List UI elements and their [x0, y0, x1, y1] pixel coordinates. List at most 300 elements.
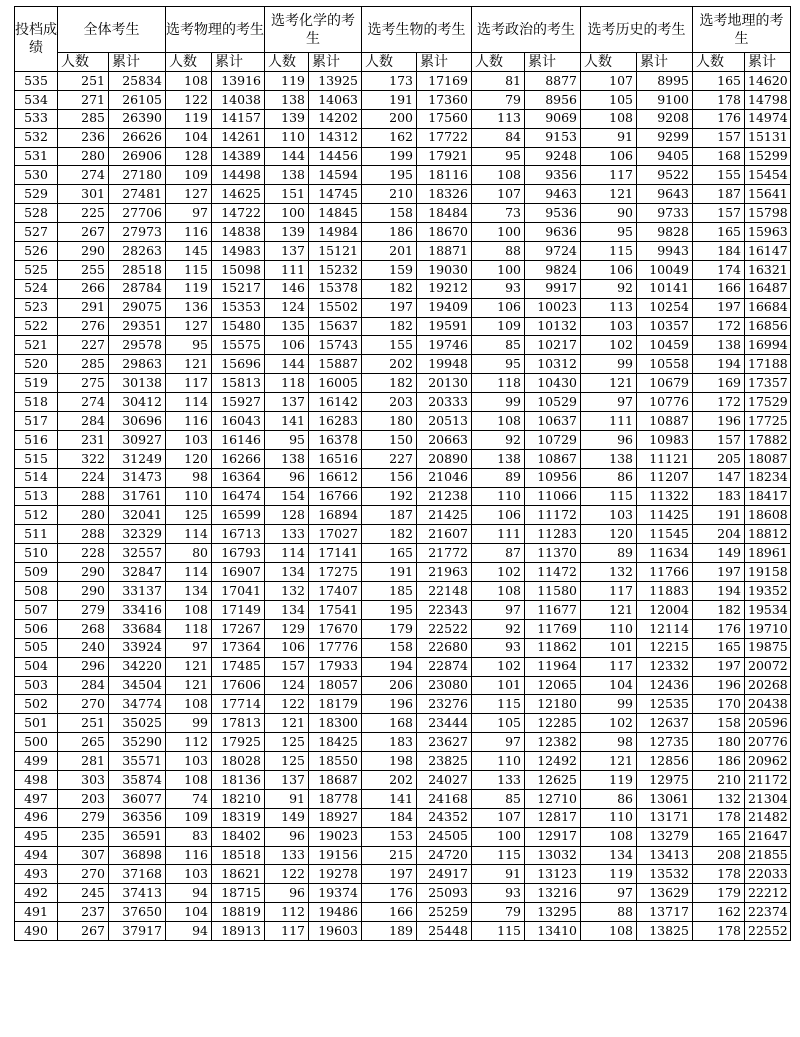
table-cell: 303: [58, 770, 109, 789]
table-cell: 173: [362, 72, 417, 91]
table-cell: 224: [58, 468, 109, 487]
table-row: [15, 128, 791, 147]
table-cell: 103: [581, 317, 637, 336]
table-cell: 110: [166, 487, 212, 506]
table-cell: 13925: [309, 72, 362, 91]
table-cell: 21647: [745, 827, 791, 846]
table-cell: 134: [265, 563, 309, 582]
table-cell: 276: [58, 317, 109, 336]
table-cell: 21772: [417, 544, 472, 563]
table-cell: 9405: [637, 147, 693, 166]
table-cell: 27180: [109, 166, 166, 185]
table-cell: 10729: [525, 430, 581, 449]
table-cell: 108: [166, 770, 212, 789]
table-cell: 196: [362, 695, 417, 714]
table-cell: 37650: [109, 903, 166, 922]
table-cell: 121: [166, 657, 212, 676]
table-row: [15, 317, 791, 336]
table-cell: 8877: [525, 72, 581, 91]
table-cell: 284: [58, 676, 109, 695]
table-cell: 183: [693, 487, 745, 506]
table-cell: 16364: [212, 468, 265, 487]
table-cell: 106: [472, 506, 525, 525]
table-cell: 16713: [212, 525, 265, 544]
table-cell: 74: [166, 789, 212, 808]
table-cell: 183: [362, 733, 417, 752]
table-cell: 141: [362, 789, 417, 808]
table-cell: 18028: [212, 752, 265, 771]
table-cell: 102: [581, 336, 637, 355]
table-cell: 19278: [309, 865, 362, 884]
table-row: [15, 468, 791, 487]
table-cell: 11283: [525, 525, 581, 544]
table-cell: 30138: [109, 374, 166, 393]
table-cell: 18687: [309, 770, 362, 789]
table-cell: 10254: [637, 298, 693, 317]
table-cell: 11580: [525, 582, 581, 601]
table-cell: 14063: [309, 90, 362, 109]
table-cell: 22374: [745, 903, 791, 922]
table-cell: 18608: [745, 506, 791, 525]
table-cell: 134: [166, 582, 212, 601]
table-cell: 114: [166, 393, 212, 412]
table-cell: 15575: [212, 336, 265, 355]
table-cell: 114: [265, 544, 309, 563]
table-cell: 11121: [637, 449, 693, 468]
table-cell: 12637: [637, 714, 693, 733]
table-cell: 240: [58, 638, 109, 657]
table-cell: 115: [472, 695, 525, 714]
table-cell: 106: [265, 638, 309, 657]
table-cell: 79: [472, 90, 525, 109]
table-cell: 14038: [212, 90, 265, 109]
table-cell: 19710: [745, 619, 791, 638]
table-cell: 17541: [309, 600, 362, 619]
table-cell: 17722: [417, 128, 472, 147]
table-cell: 12856: [637, 752, 693, 771]
table-cell: 29075: [109, 298, 166, 317]
score-cell: 495: [15, 827, 58, 846]
table-cell: 33137: [109, 582, 166, 601]
table-cell: 266: [58, 279, 109, 298]
table-cell: 138: [581, 449, 637, 468]
table-cell: 133: [265, 525, 309, 544]
table-cell: 81: [472, 72, 525, 91]
table-cell: 158: [693, 714, 745, 733]
table-cell: 121: [581, 185, 637, 204]
table-cell: 117: [581, 657, 637, 676]
table-cell: 88: [581, 903, 637, 922]
table-cell: 28518: [109, 260, 166, 279]
table-cell: 134: [581, 846, 637, 865]
table-cell: 99: [472, 393, 525, 412]
table-cell: 172: [693, 393, 745, 412]
table-cell: 32329: [109, 525, 166, 544]
table-cell: 10529: [525, 393, 581, 412]
table-cell: 107: [581, 72, 637, 91]
table-cell: 98: [166, 468, 212, 487]
table-cell: 16907: [212, 563, 265, 582]
table-cell: 15963: [745, 223, 791, 242]
header-biology: 选考生物的考生: [362, 7, 472, 53]
table-cell: 105: [581, 90, 637, 109]
table-cell: 23627: [417, 733, 472, 752]
table-cell: 106: [581, 147, 637, 166]
table-cell: 97: [581, 884, 637, 903]
table-cell: 94: [166, 922, 212, 941]
table-cell: 94: [166, 884, 212, 903]
table-cell: 270: [58, 695, 109, 714]
table-cell: 116: [166, 223, 212, 242]
table-row: [15, 733, 791, 752]
table-cell: 9522: [637, 166, 693, 185]
score-cell: 511: [15, 525, 58, 544]
table-cell: 156: [362, 468, 417, 487]
table-cell: 191: [362, 90, 417, 109]
header-all: 全体考生: [58, 7, 166, 53]
table-cell: 16894: [309, 506, 362, 525]
table-cell: 119: [265, 72, 309, 91]
table-cell: 35025: [109, 714, 166, 733]
table-cell: 118: [472, 374, 525, 393]
table-cell: 9248: [525, 147, 581, 166]
table-cell: 11634: [637, 544, 693, 563]
table-cell: 32847: [109, 563, 166, 582]
table-cell: 11545: [637, 525, 693, 544]
table-row: [15, 714, 791, 733]
table-cell: 15813: [212, 374, 265, 393]
table-cell: 22680: [417, 638, 472, 657]
table-cell: 158: [362, 638, 417, 657]
table-cell: 93: [472, 279, 525, 298]
table-cell: 10132: [525, 317, 581, 336]
table-row: [15, 412, 791, 431]
table-cell: 202: [362, 770, 417, 789]
table-cell: 138: [265, 449, 309, 468]
table-cell: 10023: [525, 298, 581, 317]
table-cell: 14722: [212, 204, 265, 223]
table-cell: 199: [362, 147, 417, 166]
table-cell: 307: [58, 846, 109, 865]
table-cell: 111: [472, 525, 525, 544]
table-cell: 114: [166, 563, 212, 582]
table-cell: 121: [166, 676, 212, 695]
table-cell: 128: [166, 147, 212, 166]
table-cell: 14389: [212, 147, 265, 166]
table-cell: 135: [265, 317, 309, 336]
table-cell: 18621: [212, 865, 265, 884]
table-cell: 279: [58, 808, 109, 827]
table-cell: 95: [265, 430, 309, 449]
table-cell: 25259: [417, 903, 472, 922]
table-row: [15, 109, 791, 128]
table-cell: 18778: [309, 789, 362, 808]
table-cell: 8995: [637, 72, 693, 91]
table-cell: 100: [472, 260, 525, 279]
table-cell: 33924: [109, 638, 166, 657]
table-cell: 17149: [212, 600, 265, 619]
subheader-cumulative: 累计: [637, 53, 693, 72]
table-cell: 12285: [525, 714, 581, 733]
table-cell: 132: [693, 789, 745, 808]
table-row: [15, 563, 791, 582]
table-cell: 180: [362, 412, 417, 431]
table-cell: 100: [472, 827, 525, 846]
score-cell: 524: [15, 279, 58, 298]
table-cell: 97: [472, 600, 525, 619]
table-cell: 18234: [745, 468, 791, 487]
table-cell: 178: [693, 865, 745, 884]
table-cell: 17360: [417, 90, 472, 109]
table-cell: 162: [362, 128, 417, 147]
table-cell: 19591: [417, 317, 472, 336]
table-cell: 34504: [109, 676, 166, 695]
table-cell: 18819: [212, 903, 265, 922]
table-cell: 251: [58, 714, 109, 733]
table-cell: 15454: [745, 166, 791, 185]
table-cell: 151: [265, 185, 309, 204]
table-cell: 132: [581, 563, 637, 582]
table-cell: 18518: [212, 846, 265, 865]
table-cell: 91: [581, 128, 637, 147]
table-cell: 89: [581, 544, 637, 563]
table-cell: 16005: [309, 374, 362, 393]
table-cell: 86: [581, 789, 637, 808]
table-cell: 139: [265, 109, 309, 128]
table-cell: 165: [693, 223, 745, 242]
subheader-count: 人数: [362, 53, 417, 72]
table-cell: 36356: [109, 808, 166, 827]
table-cell: 17560: [417, 109, 472, 128]
table-cell: 137: [265, 242, 309, 261]
table-cell: 155: [693, 166, 745, 185]
table-cell: 14620: [745, 72, 791, 91]
table-cell: 16793: [212, 544, 265, 563]
table-cell: 25834: [109, 72, 166, 91]
table-cell: 106: [581, 260, 637, 279]
table-cell: 201: [362, 242, 417, 261]
table-cell: 28263: [109, 242, 166, 261]
table-cell: 12004: [637, 600, 693, 619]
score-cell: 534: [15, 90, 58, 109]
table-cell: 96: [265, 468, 309, 487]
table-cell: 36591: [109, 827, 166, 846]
table-cell: 89: [472, 468, 525, 487]
table-cell: 122: [166, 90, 212, 109]
table-cell: 9733: [637, 204, 693, 223]
table-cell: 99: [581, 695, 637, 714]
table-cell: 24720: [417, 846, 472, 865]
table-cell: 180: [693, 733, 745, 752]
table-cell: 155: [362, 336, 417, 355]
subheader-cumulative: 累计: [525, 53, 581, 72]
table-cell: 19030: [417, 260, 472, 279]
table-cell: 176: [693, 109, 745, 128]
score-cell: 533: [15, 109, 58, 128]
table-row: [15, 374, 791, 393]
table-cell: 124: [265, 676, 309, 695]
table-cell: 191: [693, 506, 745, 525]
table-cell: 139: [265, 223, 309, 242]
table-cell: 108: [166, 72, 212, 91]
table-cell: 32557: [109, 544, 166, 563]
table-cell: 109: [166, 808, 212, 827]
table-cell: 103: [166, 752, 212, 771]
table-cell: 274: [58, 393, 109, 412]
table-cell: 37917: [109, 922, 166, 941]
table-cell: 159: [362, 260, 417, 279]
table-cell: 138: [265, 166, 309, 185]
table-cell: 12917: [525, 827, 581, 846]
table-row: [15, 903, 791, 922]
table-cell: 12735: [637, 733, 693, 752]
table-cell: 191: [362, 563, 417, 582]
table-cell: 13629: [637, 884, 693, 903]
table-cell: 150: [362, 430, 417, 449]
table-cell: 12535: [637, 695, 693, 714]
table-cell: 104: [166, 903, 212, 922]
table-cell: 18927: [309, 808, 362, 827]
table-cell: 9208: [637, 109, 693, 128]
table-row: [15, 185, 791, 204]
table-cell: 9917: [525, 279, 581, 298]
table-cell: 17267: [212, 619, 265, 638]
table-cell: 133: [265, 846, 309, 865]
score-cell: 510: [15, 544, 58, 563]
table-cell: 28784: [109, 279, 166, 298]
table-cell: 108: [581, 109, 637, 128]
table-cell: 13171: [637, 808, 693, 827]
table-row: [15, 449, 791, 468]
table-cell: 206: [362, 676, 417, 695]
table-cell: 108: [581, 922, 637, 941]
header-physics: 选考物理的考生: [166, 7, 265, 53]
table-cell: 26626: [109, 128, 166, 147]
table-cell: 13061: [637, 789, 693, 808]
table-cell: 91: [265, 789, 309, 808]
table-cell: 19212: [417, 279, 472, 298]
table-cell: 108: [166, 600, 212, 619]
table-cell: 80: [166, 544, 212, 563]
table-row: [15, 487, 791, 506]
table-cell: 197: [362, 298, 417, 317]
subheader-count: 人数: [58, 53, 109, 72]
score-cell: 506: [15, 619, 58, 638]
table-row: [15, 430, 791, 449]
table-cell: 9824: [525, 260, 581, 279]
table-cell: 137: [265, 393, 309, 412]
table-cell: 251: [58, 72, 109, 91]
table-cell: 30696: [109, 412, 166, 431]
table-row: [15, 72, 791, 91]
subheader-cumulative: 累计: [109, 53, 166, 72]
score-cell: 525: [15, 260, 58, 279]
table-cell: 200: [362, 109, 417, 128]
table-cell: 120: [581, 525, 637, 544]
table-cell: 104: [166, 128, 212, 147]
table-cell: 11425: [637, 506, 693, 525]
score-cell: 494: [15, 846, 58, 865]
table-cell: 235: [58, 827, 109, 846]
table-cell: 227: [58, 336, 109, 355]
table-cell: 157: [265, 657, 309, 676]
table-cell: 116: [166, 846, 212, 865]
table-cell: 196: [693, 412, 745, 431]
table-cell: 22212: [745, 884, 791, 903]
table-row: [15, 922, 791, 941]
table-cell: 133: [472, 770, 525, 789]
table-cell: 275: [58, 374, 109, 393]
table-cell: 16856: [745, 317, 791, 336]
table-cell: 108: [581, 827, 637, 846]
table-cell: 22522: [417, 619, 472, 638]
table-cell: 14312: [309, 128, 362, 147]
table-cell: 12215: [637, 638, 693, 657]
table-cell: 194: [693, 582, 745, 601]
table-cell: 109: [166, 166, 212, 185]
table-row: [15, 808, 791, 827]
table-cell: 115: [166, 260, 212, 279]
table-cell: 27973: [109, 223, 166, 242]
table-cell: 92: [472, 619, 525, 638]
table-cell: 21238: [417, 487, 472, 506]
table-cell: 121: [166, 355, 212, 374]
table-cell: 146: [265, 279, 309, 298]
table-cell: 88: [472, 242, 525, 261]
score-cell: 496: [15, 808, 58, 827]
table-cell: 19746: [417, 336, 472, 355]
table-row: [15, 884, 791, 903]
table-cell: 14261: [212, 128, 265, 147]
table-cell: 165: [693, 72, 745, 91]
table-cell: 20268: [745, 676, 791, 695]
table-cell: 24168: [417, 789, 472, 808]
table-cell: 20596: [745, 714, 791, 733]
table-cell: 11322: [637, 487, 693, 506]
table-cell: 18136: [212, 770, 265, 789]
table-cell: 21304: [745, 789, 791, 808]
table-cell: 12065: [525, 676, 581, 695]
table-cell: 115: [581, 487, 637, 506]
table-cell: 16283: [309, 412, 362, 431]
score-cell: 521: [15, 336, 58, 355]
table-cell: 23825: [417, 752, 472, 771]
table-cell: 11964: [525, 657, 581, 676]
table-cell: 26390: [109, 109, 166, 128]
table-cell: 17776: [309, 638, 362, 657]
score-cell: 505: [15, 638, 58, 657]
table-cell: 122: [265, 695, 309, 714]
table-cell: 265: [58, 733, 109, 752]
table-cell: 227: [362, 449, 417, 468]
table-cell: 103: [581, 506, 637, 525]
table-cell: 10049: [637, 260, 693, 279]
table-cell: 19948: [417, 355, 472, 374]
table-cell: 9153: [525, 128, 581, 147]
table-cell: 22033: [745, 865, 791, 884]
table-cell: 18812: [745, 525, 791, 544]
score-cell: 518: [15, 393, 58, 412]
table-cell: 113: [581, 298, 637, 317]
table-cell: 11172: [525, 506, 581, 525]
table-row: [15, 506, 791, 525]
table-cell: 15098: [212, 260, 265, 279]
table-cell: 108: [472, 412, 525, 431]
table-cell: 182: [362, 279, 417, 298]
subheader-count: 人数: [472, 53, 525, 72]
table-cell: 154: [265, 487, 309, 506]
table-cell: 255: [58, 260, 109, 279]
